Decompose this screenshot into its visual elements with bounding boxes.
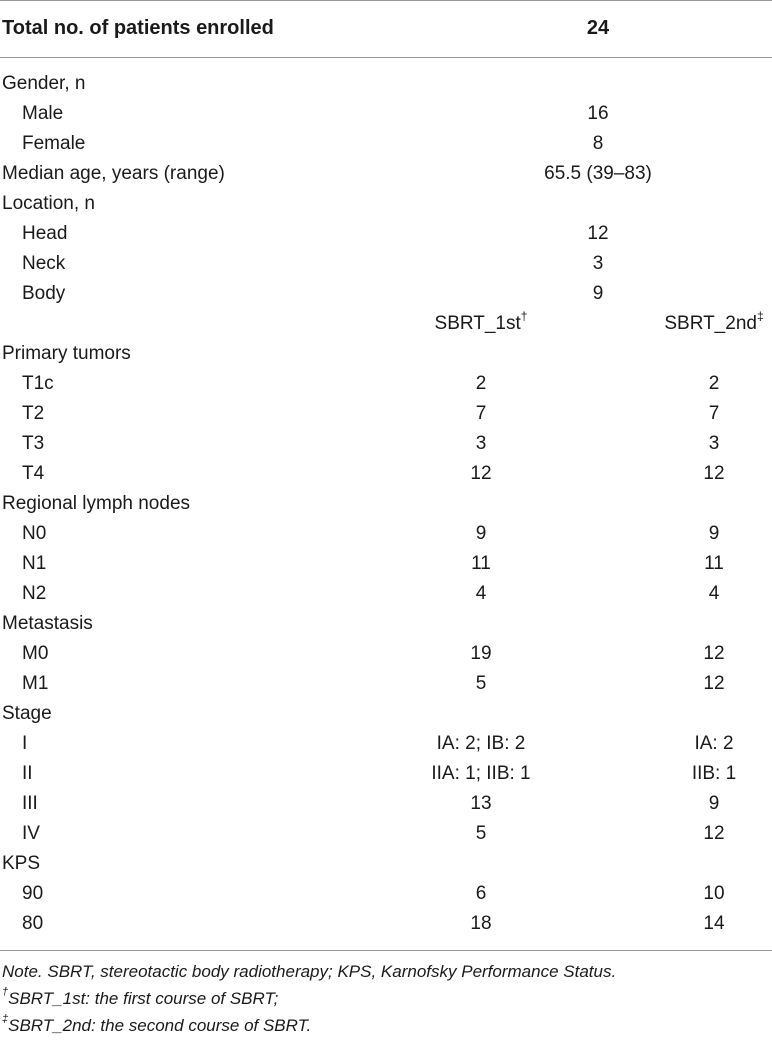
header-title: Total no. of patients enrolled xyxy=(2,17,274,39)
table-header-row xyxy=(0,13,772,43)
sbrt-1st-value: 5 xyxy=(475,673,487,694)
row-label: N2 xyxy=(22,583,47,604)
row-label: 80 xyxy=(22,913,44,934)
section-heading-row xyxy=(0,159,772,189)
section-heading-row xyxy=(0,69,772,99)
table-row xyxy=(0,429,772,459)
section-heading-row xyxy=(0,189,772,219)
table-row xyxy=(0,729,772,759)
row-label: I xyxy=(22,733,28,754)
row-value: 16 xyxy=(587,103,609,124)
table-row xyxy=(0,99,772,129)
column-header-row xyxy=(0,309,772,339)
row-label: Primary tumors xyxy=(2,343,131,364)
sbrt-1st-value: 19 xyxy=(470,643,492,664)
table-row xyxy=(0,219,772,249)
row-label: II xyxy=(22,763,33,784)
sbrt-2nd-value: 12 xyxy=(703,643,725,664)
row-label: Median age, years (range) xyxy=(2,163,225,184)
footnote-sbrt-2nd: ‡SBRT_2nd: the second course of SBRT. xyxy=(2,1013,312,1035)
table-row xyxy=(0,549,772,579)
row-value: 3 xyxy=(592,253,604,274)
table-row xyxy=(0,459,772,489)
column-header-sbrt-1st: SBRT_1st† xyxy=(434,308,528,334)
section-heading-row xyxy=(0,849,772,879)
table-header-rule xyxy=(0,57,772,58)
sbrt-1st-value: 7 xyxy=(475,403,487,424)
row-value: 8 xyxy=(592,133,604,154)
sbrt-1st-value: IA: 2; IB: 2 xyxy=(436,733,526,754)
sbrt-1st-value: 2 xyxy=(475,373,487,394)
sbrt-2nd-value: 12 xyxy=(703,463,725,484)
header-total: 24 xyxy=(586,17,610,39)
sbrt-2nd-value: 11 xyxy=(704,553,724,574)
row-label: T4 xyxy=(22,463,45,484)
row-label: III xyxy=(22,793,38,814)
row-value: 12 xyxy=(587,223,609,244)
sbrt-1st-value: 13 xyxy=(470,793,492,814)
table-row xyxy=(0,639,772,669)
sbrt-1st-value: IIA: 1; IIB: 1 xyxy=(431,763,531,784)
row-label: Neck xyxy=(22,253,66,274)
row-label: Body xyxy=(22,283,66,304)
sbrt-1st-value: 3 xyxy=(475,433,487,454)
footnote-sbrt-1st: †SBRT_1st: the first course of SBRT; xyxy=(2,986,279,1008)
sbrt-1st-value: 5 xyxy=(475,823,487,844)
sbrt-2nd-value: 14 xyxy=(703,913,725,934)
table-row xyxy=(0,879,772,909)
row-label: KPS xyxy=(2,853,41,874)
row-label: T1c xyxy=(22,373,54,394)
table-row xyxy=(0,759,772,789)
sbrt-2nd-value: 10 xyxy=(703,883,725,904)
table-row xyxy=(0,909,772,939)
table-row xyxy=(0,519,772,549)
row-label: Location, n xyxy=(2,193,95,214)
row-value: 9 xyxy=(592,283,604,304)
row-label: M1 xyxy=(22,673,49,694)
row-label: Stage xyxy=(2,703,52,724)
column-header-sbrt-2nd: SBRT_2nd‡ xyxy=(664,308,764,334)
row-label: Head xyxy=(22,223,68,244)
row-label: 90 xyxy=(22,883,44,904)
sbrt-2nd-value: IIB: 1 xyxy=(691,763,737,784)
sbrt-1st-value: 18 xyxy=(470,913,492,934)
sbrt-2nd-value: 9 xyxy=(708,793,720,814)
row-label: T2 xyxy=(22,403,45,424)
row-label: Metastasis xyxy=(2,613,93,634)
sbrt-1st-value: 11 xyxy=(471,553,491,574)
sbrt-1st-value: 12 xyxy=(470,463,492,484)
table-top-rule xyxy=(0,0,772,1)
table-row xyxy=(0,129,772,159)
table-row xyxy=(0,789,772,819)
table-row xyxy=(0,279,772,309)
sbrt-2nd-value: IA: 2 xyxy=(694,733,734,754)
table-row xyxy=(0,369,772,399)
row-label: Gender, n xyxy=(2,73,86,94)
row-label: M0 xyxy=(22,643,49,664)
sbrt-1st-value: 9 xyxy=(475,523,487,544)
section-heading-row xyxy=(0,699,772,729)
sbrt-2nd-value: 2 xyxy=(708,373,720,394)
table-row xyxy=(0,249,772,279)
row-label: N0 xyxy=(22,523,47,544)
sbrt-2nd-value: 4 xyxy=(708,583,720,604)
row-label: T3 xyxy=(22,433,45,454)
table-row xyxy=(0,669,772,699)
sbrt-1st-value: 6 xyxy=(475,883,487,904)
row-label: N1 xyxy=(22,553,47,574)
row-label: Regional lymph nodes xyxy=(2,493,191,514)
sbrt-2nd-value: 12 xyxy=(703,823,725,844)
table-row xyxy=(0,399,772,429)
sbrt-2nd-value: 7 xyxy=(708,403,720,424)
row-label: Female xyxy=(22,133,86,154)
row-label: Male xyxy=(22,103,64,124)
section-heading-row xyxy=(0,609,772,639)
row-label: IV xyxy=(22,823,40,844)
table-row xyxy=(0,819,772,849)
table-row xyxy=(0,579,772,609)
sbrt-2nd-value: 12 xyxy=(703,673,725,694)
section-heading-row xyxy=(0,489,772,519)
sbrt-2nd-value: 9 xyxy=(708,523,720,544)
table-bottom-rule xyxy=(0,950,772,951)
sbrt-2nd-value: 3 xyxy=(708,433,720,454)
row-value: 65.5 (39–83) xyxy=(544,163,652,184)
table-note: Note. SBRT, stereotactic body radiotherapy; KPS, Karnofsky Performance Status. xyxy=(2,962,617,981)
section-heading-row xyxy=(0,339,772,369)
sbrt-1st-value: 4 xyxy=(475,583,487,604)
